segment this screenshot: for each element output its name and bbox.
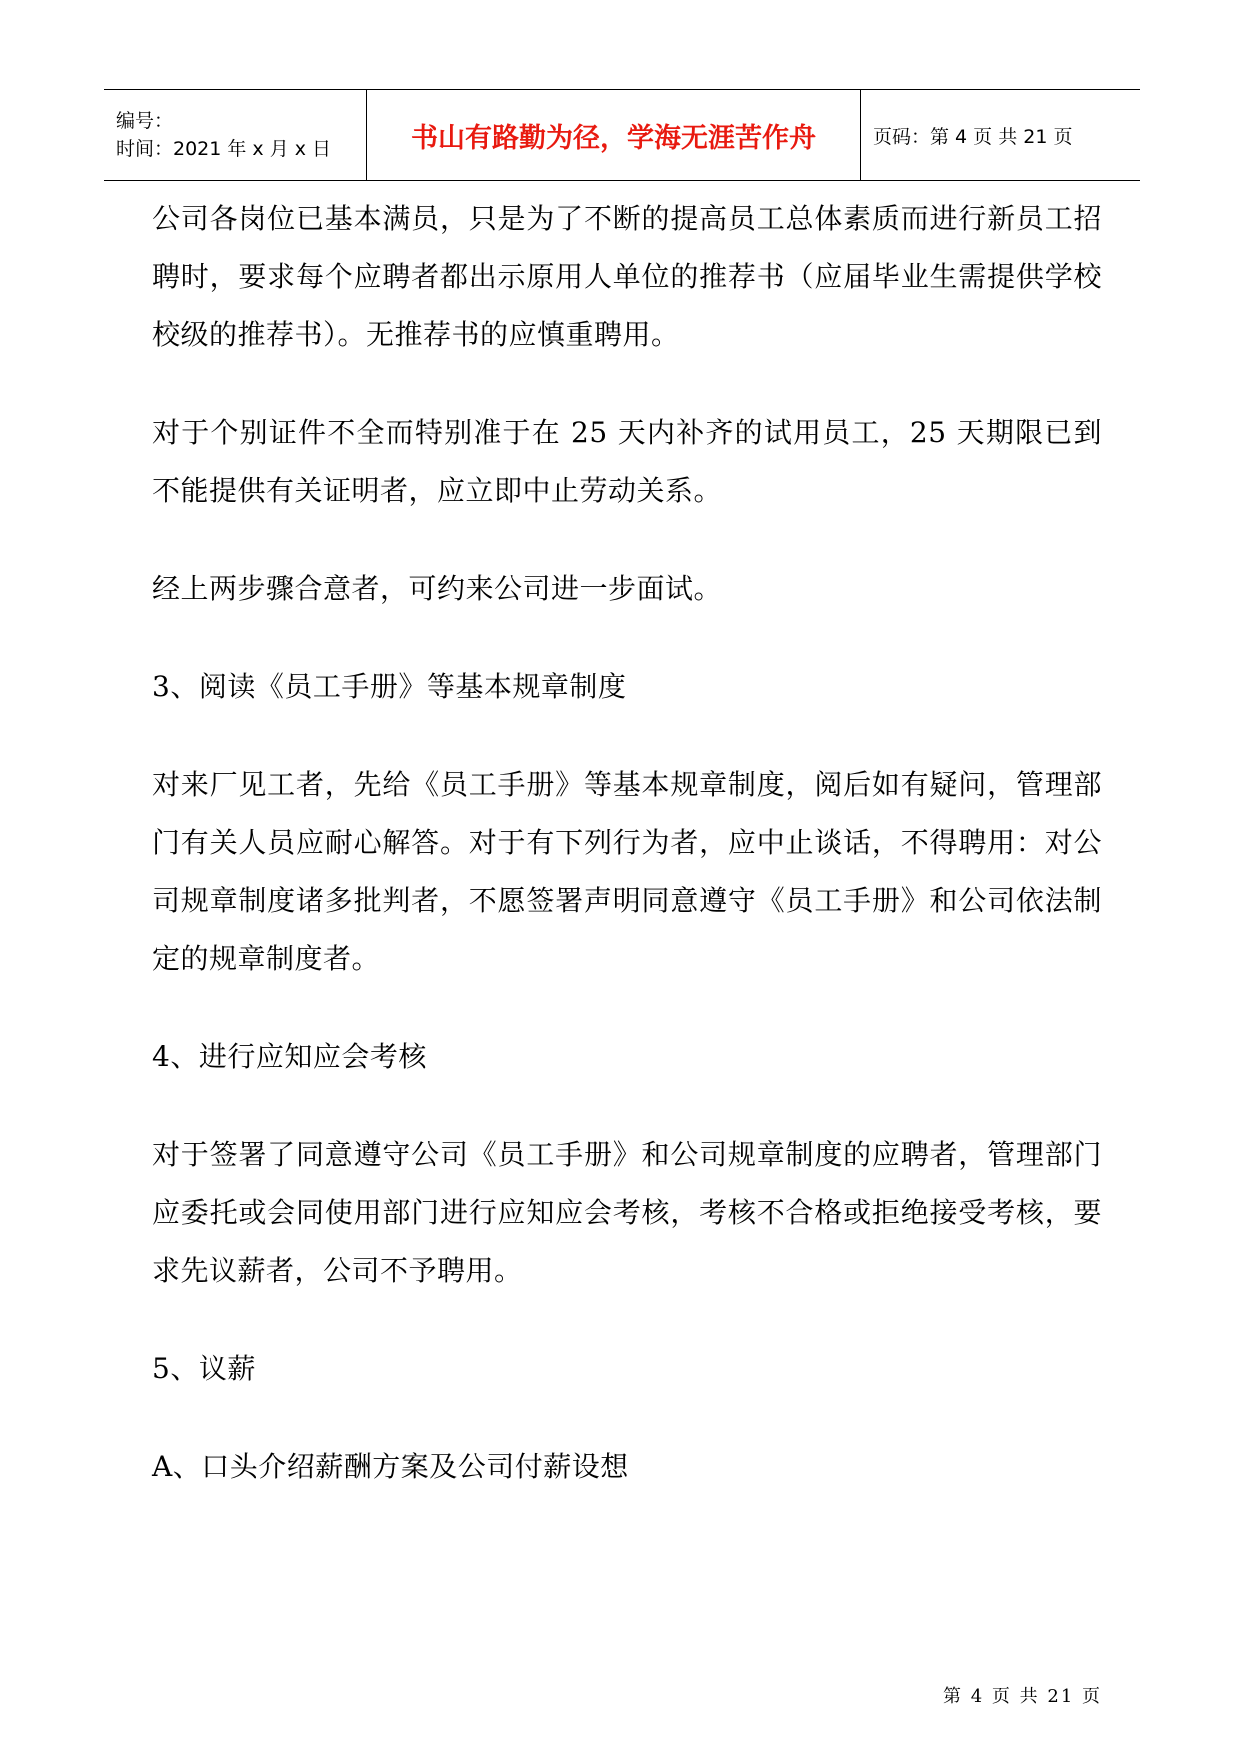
- header-motto-cell: [367, 90, 861, 180]
- document-body: [152, 190, 1102, 1496]
- header-motto: 书山有路勤为径，学海无涯苦作舟: [411, 122, 816, 154]
- document-number-label: 编号：: [116, 110, 174, 132]
- header-page-number: 页码：第 4 页 共 21 页: [873, 125, 1073, 148]
- body-paragraph: 对来厂见工者，先给《员工手册》等基本规章制度，阅后如有疑问，管理部门有关人员应耐心解答。对于有下列行为者，应中止谈话，不得聘用：对公司规章制度诸多批判者，不愿签署声明同意遵守《员工手册》和公司依法制定的规章制度者。: [152, 768, 1102, 975]
- header-page-cell: [861, 90, 1140, 180]
- subsection-heading: A、口头介绍薪酬方案及公司付薪设想: [152, 1450, 629, 1483]
- header-meta-cell: [104, 90, 367, 180]
- section-heading: 4、进行应知应会考核: [152, 1040, 427, 1073]
- document-time-label: 时间：2021 年 x 月 x 日: [116, 138, 332, 160]
- document-header: [104, 89, 1140, 181]
- body-paragraph: 经上两步骤合意者，可约来公司进一步面试。: [152, 572, 723, 605]
- body-paragraph: 公司各岗位已基本满员，只是为了不断的提高员工总体素质而进行新员工招聘时，要求每个应聘者都出示原用人单位的推荐书（应届毕业生需提供学校校级的推荐书）。无推荐书的应慎重聘用。: [152, 202, 1102, 351]
- section-heading: 5、议薪: [152, 1352, 256, 1385]
- page-footer: 第 4 页 共 21 页: [943, 1686, 1102, 1707]
- section-heading: 3、阅读《员工手册》等基本规章制度: [152, 670, 627, 703]
- body-paragraph: 对于签署了同意遵守公司《员工手册》和公司规章制度的应聘者，管理部门应委托或会同使用部门进行应知应会考核，考核不合格或拒绝接受考核，要求先议薪者，公司不予聘用。: [152, 1138, 1102, 1287]
- body-paragraph: 对于个别证件不全而特别准于在 25 天内补齐的试用员工，25 天期限已到不能提供有关证明者，应立即中止劳动关系。: [152, 416, 1102, 507]
